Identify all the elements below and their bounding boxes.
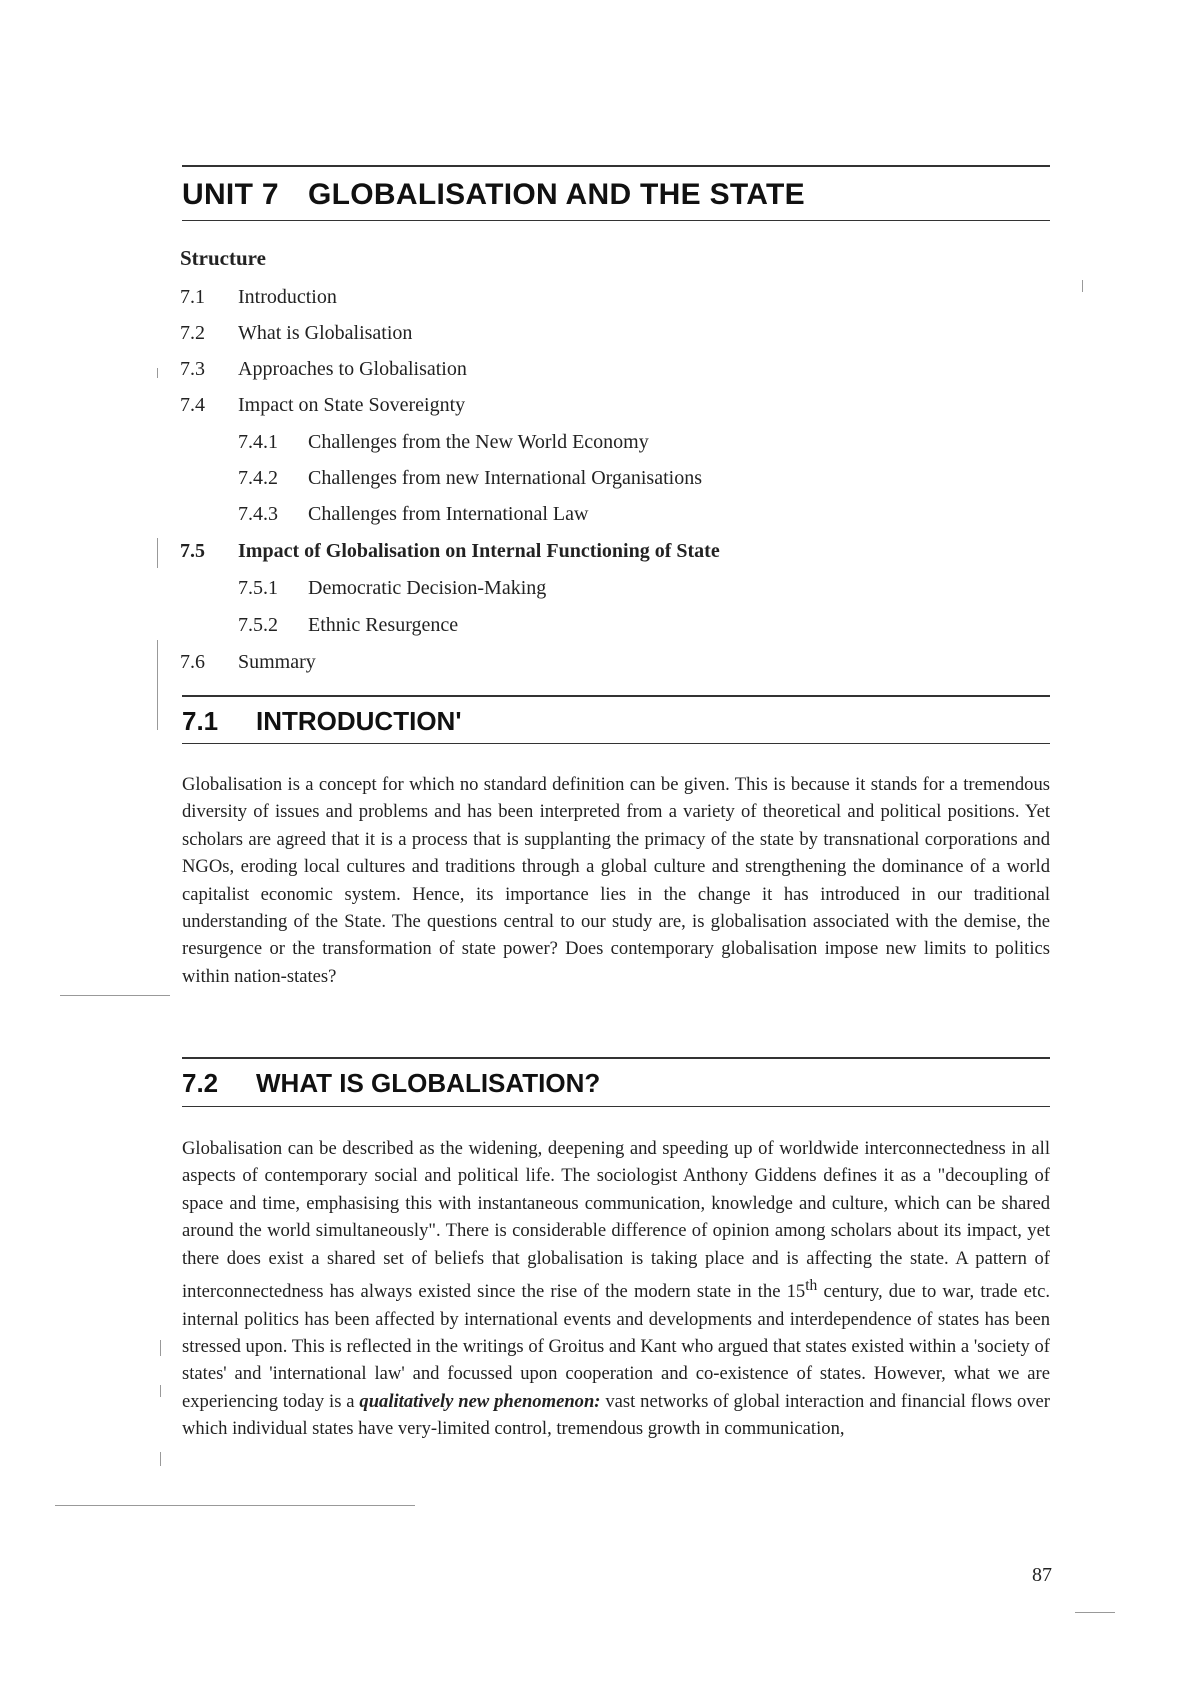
section-number: 7.2 — [182, 1068, 219, 1098]
unit-number: UNIT 7 — [182, 178, 279, 211]
section-heading-what-is-globalisation — [182, 1068, 600, 1099]
toc-text: Approaches to Globalisation — [238, 358, 467, 380]
page-number: 87 — [1032, 1564, 1052, 1586]
section-heading-introduction — [182, 706, 462, 737]
structure-label: Structure — [180, 246, 266, 270]
unit-title — [182, 178, 805, 212]
toc-text: What is Globalisation — [238, 322, 413, 344]
margin-mark — [60, 995, 170, 996]
margin-mark — [55, 1505, 415, 1506]
toc-number: 7.5.2 — [238, 614, 278, 636]
toc-number: 7.2 — [180, 322, 205, 344]
toc-text: Impact of Globalisation on Internal Functioning of State — [238, 540, 720, 562]
margin-mark — [157, 368, 158, 378]
section-number: 7.1 — [182, 706, 219, 736]
toc-item — [180, 394, 465, 417]
toc-number: 7.1 — [180, 286, 205, 308]
toc-item — [238, 577, 546, 600]
unit-title-text: GLOBALISATION AND THE STATE — [308, 178, 805, 211]
toc-number: 7.4 — [180, 394, 205, 416]
toc-item — [180, 651, 316, 674]
toc-item — [180, 358, 467, 381]
toc-item — [238, 614, 458, 637]
section-rule-top — [182, 1057, 1050, 1059]
toc-item — [180, 322, 412, 345]
section-heading-text: WHAT IS GLOBALISATION? — [256, 1068, 601, 1098]
toc-number: 7.4.3 — [238, 503, 278, 525]
section-rule-top — [182, 695, 1050, 697]
toc-text: Democratic Decision-Making — [308, 577, 547, 599]
globalisation-paragraph — [182, 1135, 1050, 1443]
toc-item — [238, 431, 649, 454]
toc-text: Challenges from the New World Economy — [308, 431, 649, 453]
toc-text: Summary — [238, 651, 316, 673]
introduction-paragraph: Globalisation is a concept for which no standard definition can be given. This is because it stands for a tremendous diversity of issues and problems and has been interpreted from a variety of theoretical and political positions. Yet scholars are agreed that it is a process that is supplanting the primacy of the state by transnational corporations and NGOs, eroding local cultures and traditions through a global culture and strengthening the dominance of a world capitalist economic system. Hence, its importance lies in the change it has introduced in our traditional understanding of the State. The questions central to our study are, is globalisation associated with the demise, the resurgence or the transformation of state power? Does contemporary globalisation impose new limits to politics within nation-states? — [182, 774, 1050, 987]
emphasis-text: qualitatively new phenomenon: — [359, 1390, 601, 1412]
toc-text: Challenges from International Law — [308, 503, 589, 525]
section-heading-text: INTRODUCTION' — [256, 706, 462, 736]
top-rule — [182, 165, 1050, 167]
toc-text: Ethnic Resurgence — [308, 614, 459, 636]
margin-mark — [160, 1385, 161, 1397]
margin-mark — [160, 1340, 161, 1356]
margin-mark — [157, 538, 158, 568]
toc-number: 7.3 — [180, 358, 205, 380]
toc-text: Introduction — [238, 286, 337, 308]
toc-item — [238, 503, 588, 526]
paragraph-text: Globalisation can be described as the widening, deepening and speeding up of worldwide interconnectedness in all aspects of contemporary social and political life. The sociologist Anthony Giddens defines it as a "decoupling of space and time, emphasising this with instantaneous communication, knowledge and culture, which can be shared around the world simultaneously". There is considerable difference of opinion among scholars about its impact, yet there does exist a shared set of beliefs that globalisation is taking place and is affecting the state. A pattern of interconnectedness has always existed since the rise of the modern state in the 15 — [182, 1138, 1050, 1303]
section-rule-bottom — [182, 743, 1050, 744]
toc-item — [180, 540, 720, 563]
title-underline — [182, 220, 1050, 221]
section-rule-bottom — [182, 1106, 1050, 1107]
toc-text: Impact on State Sovereignty — [238, 394, 466, 416]
toc-number: 7.4.1 — [238, 431, 278, 453]
toc-number: 7.6 — [180, 651, 205, 673]
paragraph-text: vast networks of global interaction and financial flows over which individual states have very-limited control, tremendous growth in communication, — [182, 1390, 1050, 1440]
toc-number: 7.5 — [180, 540, 205, 562]
margin-mark — [1082, 280, 1083, 292]
margin-mark — [160, 1452, 161, 1466]
toc-number: 7.4.2 — [238, 467, 278, 489]
paragraph-text: century, due to war, trade etc. internal politics has been affected by international events and developments and interdependence of states has been stressed upon. This is reflected in the writings of Groitus and Kant who argued that states existed within a 'society of states' and 'international law' and focussed upon cooperation and co-existence of states. However, what we are experiencing today is a — [182, 1281, 1050, 1412]
margin-mark — [1075, 1612, 1115, 1613]
toc-number: 7.5.1 — [238, 577, 278, 599]
toc-item — [180, 286, 337, 309]
toc-text: Challenges from new International Organisations — [308, 467, 702, 489]
margin-mark — [157, 640, 158, 730]
toc-item — [238, 467, 702, 490]
superscript: th — [805, 1277, 818, 1295]
